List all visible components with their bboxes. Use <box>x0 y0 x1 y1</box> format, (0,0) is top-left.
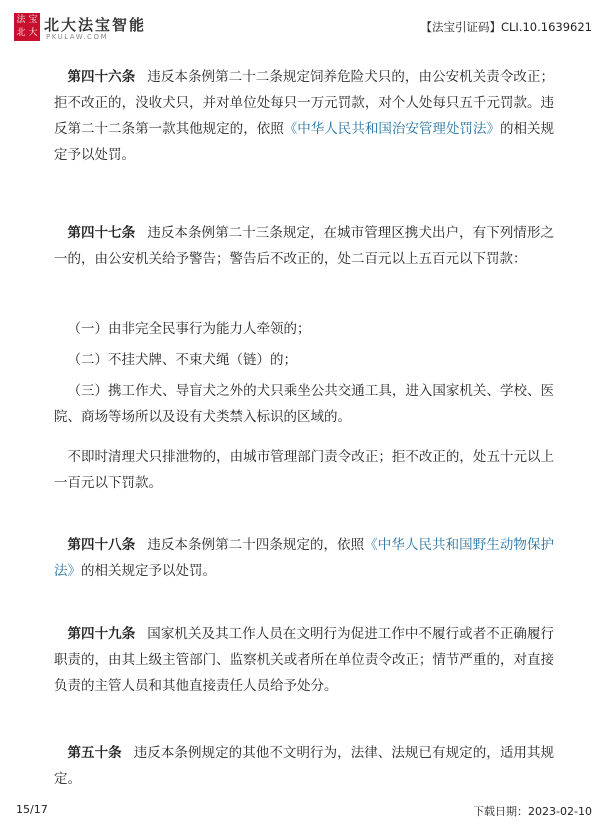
article-text: 违反本条例第二十二条规定饲养危险犬只的，由公安机关责令改正；拒不改正的，没收犬只，并对单位处每只一万元罚款，对个人处每只五千元罚款。违反第二十二条第一款其他规定的，依照 <box>54 69 555 137</box>
article-47-extra: 不即时清理犬只排泄物的，由城市管理部门责令改正；拒不改正的，处五十元以上一百元以下罚款。 <box>54 449 554 491</box>
article-49 <box>54 621 554 699</box>
article-47-item-1: （一）由非完全民事行为能力人牵领的； <box>67 321 311 337</box>
seal-char: 宝 <box>28 15 38 25</box>
brand-name: 北大法宝智能 <box>44 16 147 34</box>
article-number: 第五十条 <box>67 745 122 761</box>
article-48 <box>54 532 554 584</box>
article-text: 违反本条例第二十四条规定的，依照 <box>147 537 365 553</box>
article-text: 的相关规定予以处罚。 <box>54 121 555 163</box>
brand-domain: PKULAW.COM <box>46 33 108 41</box>
article-number: 第四十七条 <box>67 225 136 241</box>
article-47-item-3: （三）携工作犬、导盲犬之外的犬只乘坐公共交通工具，进入国家机关、学校、医院、商场等场所以及设有犬类禁入标识的区域的。 <box>54 383 554 425</box>
pkulaw-logo <box>14 13 164 41</box>
seal-char: 北 <box>16 28 26 38</box>
article-47 <box>54 220 554 272</box>
seal-char: 法 <box>16 15 26 25</box>
article-number: 第四十九条 <box>67 626 136 642</box>
article-text: 国家机关及其工作人员在文明行为促进工作中不履行或者不正确履行职责的，由其上级主管部门、监察机关或者所在单位责令改正；情节严重的，对直接负责的主管人员和其他直接责任人员给予处分。 <box>54 626 555 694</box>
law-link[interactable]: 《中华人民共和国治安管理处罚法》 <box>283 121 500 137</box>
download-date: 下载日期：2023-02-10 <box>473 805 592 818</box>
article-number: 第四十八条 <box>67 537 136 553</box>
article-text: 的相关规定予以处罚。 <box>81 563 216 579</box>
logo-seal <box>14 13 40 41</box>
page-number: 15/17 <box>16 803 48 816</box>
article-50 <box>54 740 554 792</box>
law-link[interactable]: 《中华人民共和国野生动物保护法》 <box>54 537 555 579</box>
citation-code: 【法宝引证码】CLI.10.1639621 <box>420 20 592 34</box>
article-text: 违反本条例规定的其他不文明行为，法律、法规已有规定的，适用其规定。 <box>54 745 555 787</box>
article-47-item-2: （二）不挂犬牌、不束犬绳（链）的； <box>67 352 297 368</box>
article-text: 违反本条例第二十三条规定，在城市管理区携犬出户，有下列情形之一的，由公安机关给予警告；警告后不改正的，处二百元以上五百元以下罚款： <box>54 225 555 267</box>
article-number: 第四十六条 <box>67 69 136 85</box>
seal-char: 大 <box>28 28 38 38</box>
article-46 <box>54 64 554 168</box>
